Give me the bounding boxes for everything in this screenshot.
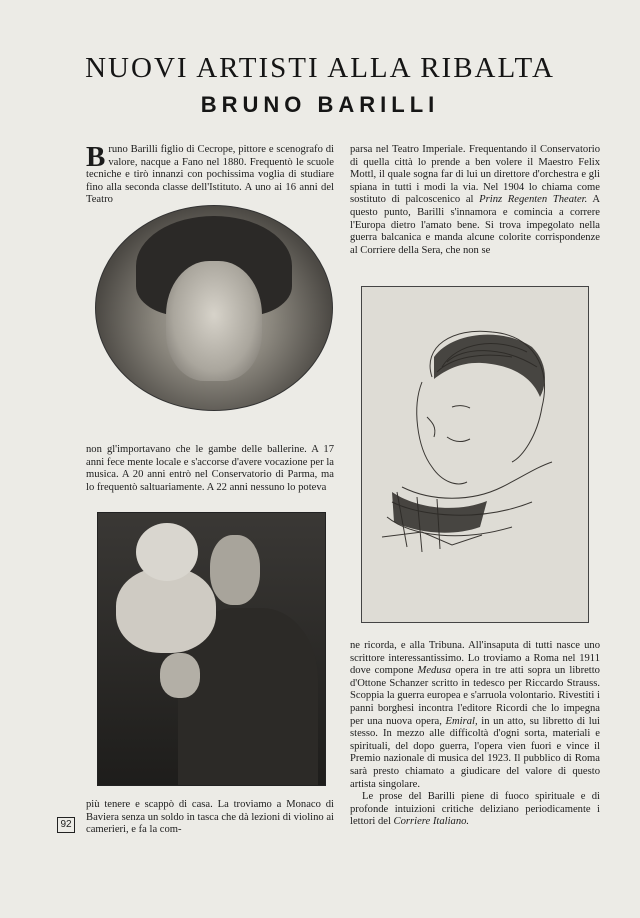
opera-title-medusa: Medusa	[417, 665, 452, 677]
sketch-portrait	[361, 286, 589, 623]
opera-title-emiral: Emiral,	[445, 715, 478, 727]
photo-man-hand	[160, 653, 200, 698]
page-subtitle: BRUNO BARILLI	[200, 92, 440, 117]
portrait-face	[166, 261, 262, 381]
col2-top-theater-name: Prinz Regenten Theater.	[479, 194, 588, 206]
col2-bottom-paragraph-b: opera in tre atti sopra un libretto d'Ottone Schanzer scritto in tedesco per Riccardo Strauss. Scoppia la guerra europea e s'arruola volontario. Rivestiti i panni borghesi incontra l'editore Ricordi che lo impegna per una nuova opera,	[350, 665, 600, 727]
sketch-drawing	[362, 287, 588, 622]
page-number: 92	[57, 817, 75, 833]
col2-top-paragraph-b: A questo punto, Barilli s'innamora e comincia a correre l'Europa dietro l'amato bene. Si trova impegolato nella guerra balcanica e manda alcune colorite corrispondenze al Corriere della Sera, che non se	[350, 194, 601, 256]
photo-baby-head	[136, 523, 198, 581]
col2-top-text	[350, 144, 600, 257]
newspaper-title: Corriere Italiano.	[393, 816, 470, 828]
page-title: NUOVI ARTISTI ALLA RIBALTA	[85, 52, 555, 84]
col1-mid-text	[86, 444, 334, 494]
col1-mid-paragraph: non gl'importavano che le gambe delle ballerine. A 17 anni fece mente locale e s'accorse d'avere vocazione per la musica. A 20 anni entrò nel Conservatorio di Parma, ma lo frequentò saltuariamente. A 22 anni nessuno lo poteva	[86, 444, 334, 493]
col2-top-paragraph-a: parsa nel Teatro Imperiale. Frequentando il Conservatorio di quella città lo prende a ben volere il Maestro Felix Mottl, il quale sogna far di lui un direttore d'orchestra e gli spiana in tutti i modi la via. Nel 1904 lo chiama come sostituto di palcoscenico al	[350, 144, 600, 206]
col1-top-text	[86, 141, 334, 207]
col2-bottom-paragraph-d: Le prose del Barilli piene di fuoco spirituale e di profonde intuizioni critiche deliziano periodicamente i lettori del	[350, 791, 600, 828]
col1-bottom-paragraph: più tenere e scappò di casa. La troviamo a Monaco di Baviera senza un soldo in tasca che dà lezioni di violino ai camerieri, e fa la com-	[86, 799, 334, 836]
photo-man-head	[210, 535, 260, 605]
drop-cap: B	[86, 141, 106, 173]
col1-top-paragraph: runo Barilli figlio di Cecrope, pittore e scenografo di valore, nacque a Fano nel 1880. Frequentò le scuole tecniche e tirò innanzi con pochissima voglia di studiare fino alla seconda classe dell'Istituto. A uno ai 16 anni del Teatro	[86, 144, 334, 206]
photo-man-with-baby	[97, 512, 326, 786]
col2-bottom-paragraph-c: in un atto, su libretto di lui stesso. In mezzo alle difficoltà d'ogni sorta, materiali e spirituali, del dopo guerra, l'opera vien fuori e vince il Premio nazionale di musica del 1923. Il pubblico di Roma sarà presto chiamato a giudicare del valore di questo artista singolare.	[350, 715, 600, 790]
col2-bottom-paragraph-a: ne ricorda, e alla Tribuna. All'insaputa di tutti nasce uno scrittore interessantissimo. Lo troviamo a Roma nel 1911 dove compone	[350, 640, 600, 677]
portrait-photo-round	[95, 205, 333, 411]
col2-bottom-text	[350, 640, 600, 829]
col1-bottom-text	[86, 799, 334, 837]
